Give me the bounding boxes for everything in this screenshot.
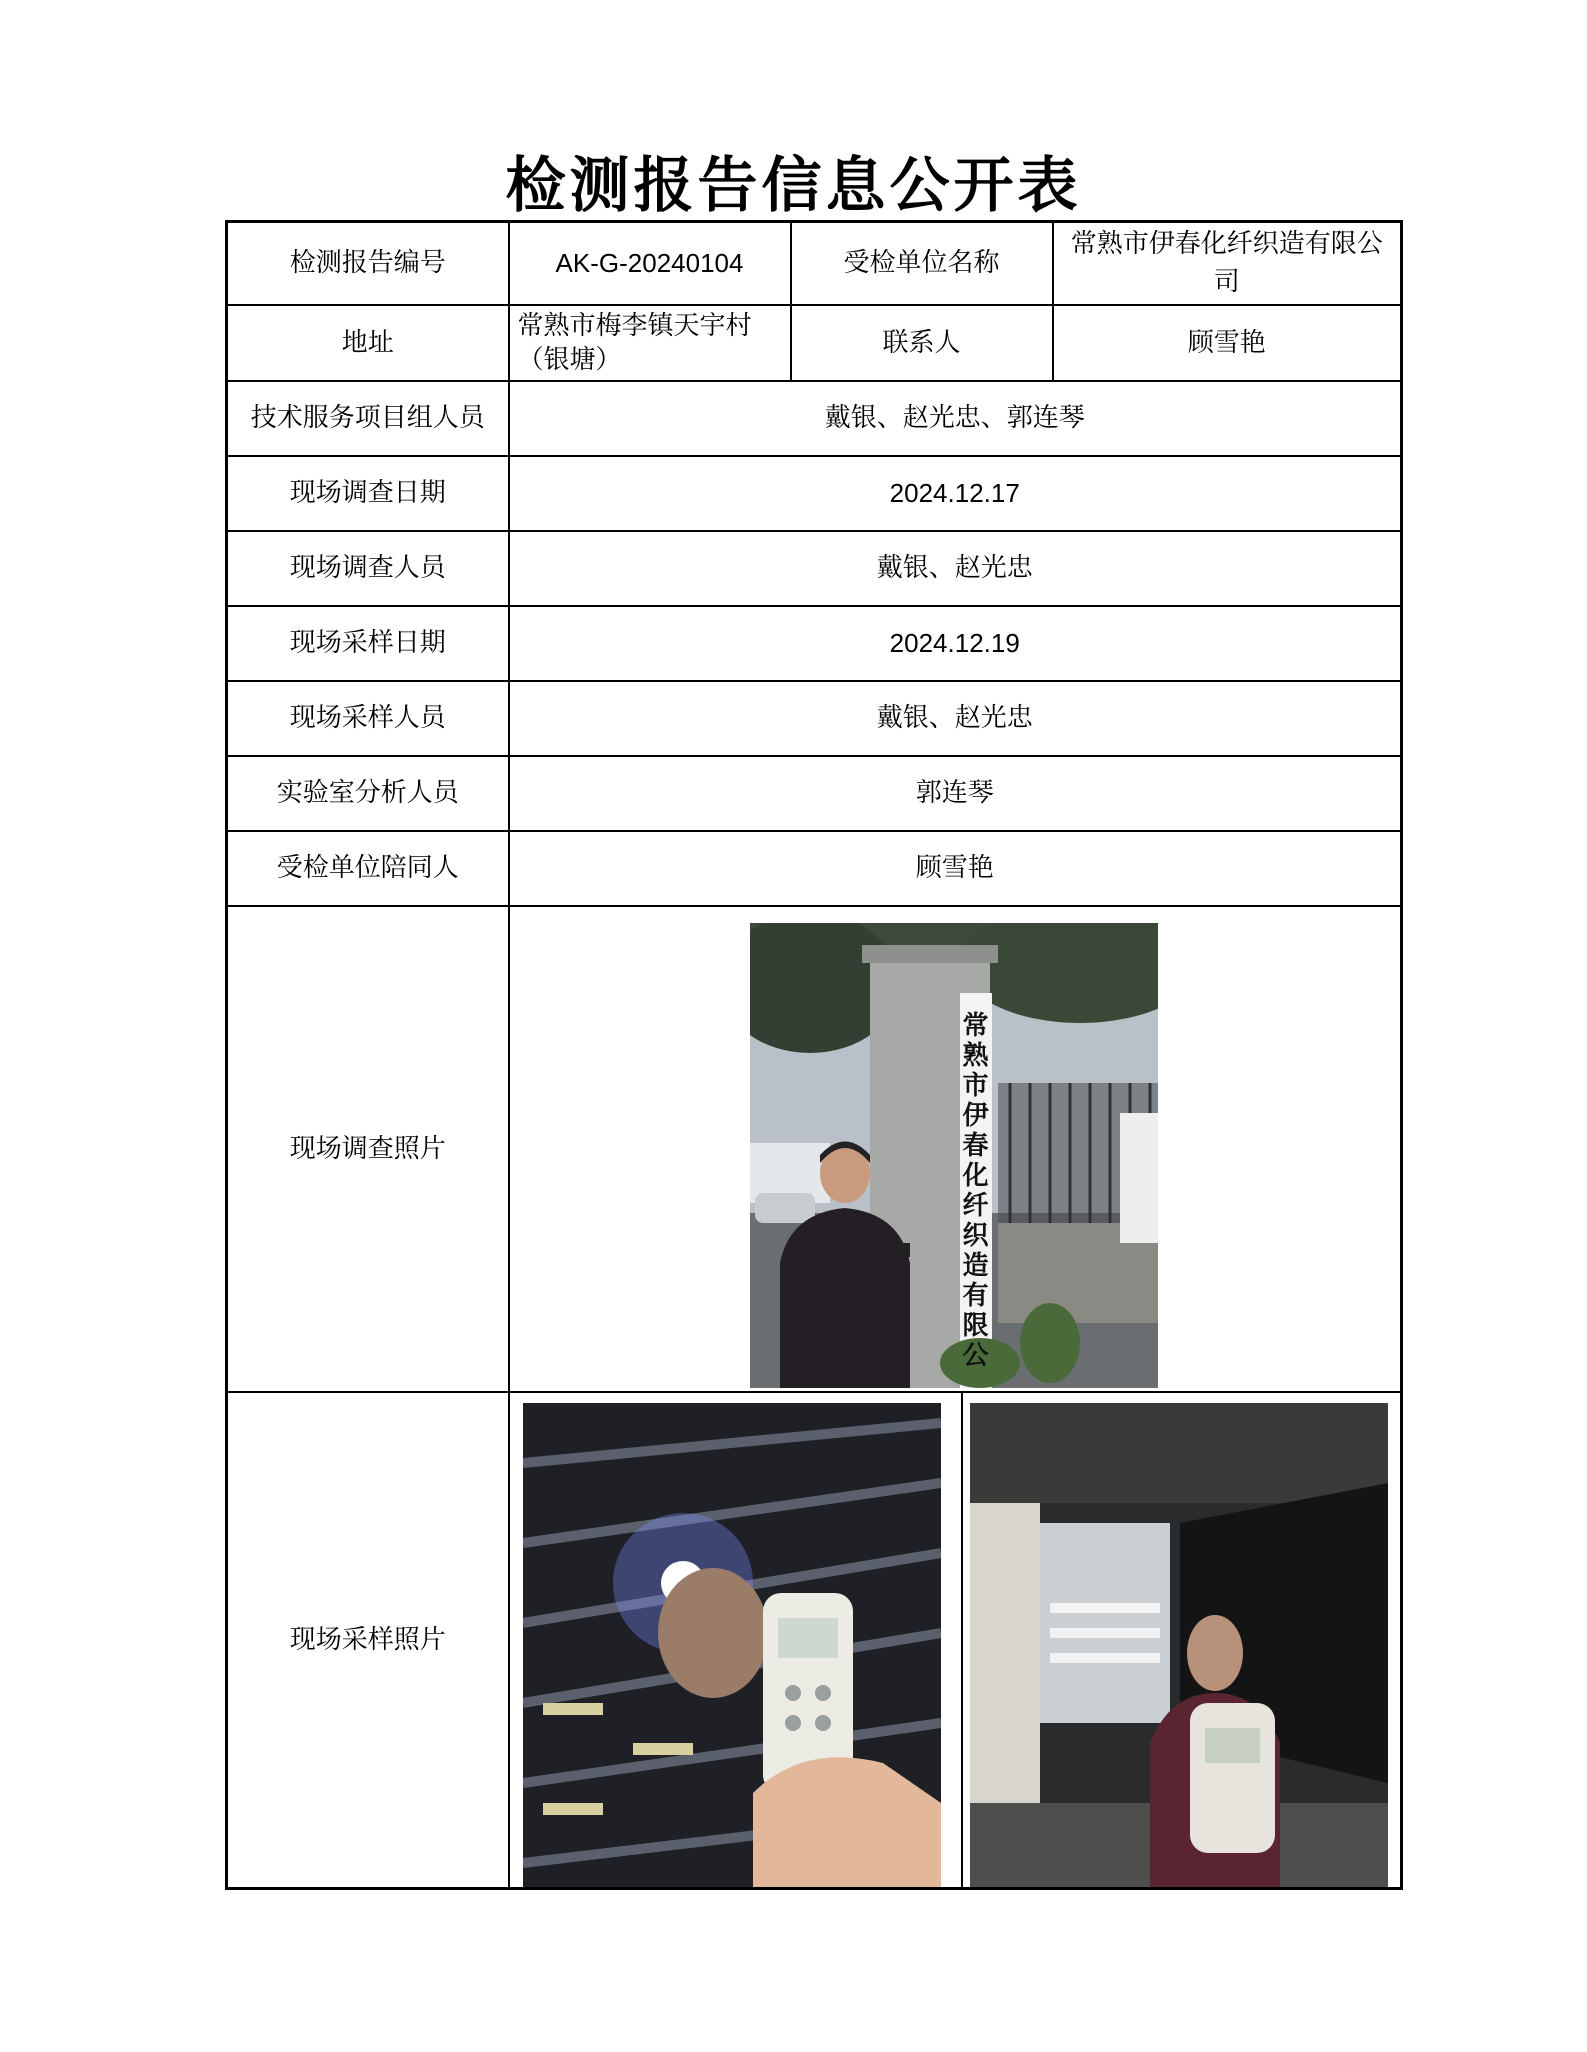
table-row [227, 222, 1402, 305]
gate-sign-text: 常熟市伊春化纤织造有限公 [962, 1010, 989, 1371]
sampling-photo-area [510, 1393, 1401, 1887]
table-row [227, 906, 1402, 1392]
sampling-photo-cell [509, 1392, 1402, 1889]
report-no-value: AK-G-20240104 [509, 222, 791, 305]
address-value [509, 305, 791, 381]
row-value: 顾雪艳 [509, 831, 1402, 906]
row-label: 现场采样人员 [227, 681, 509, 756]
row-value: 2024.12.17 [509, 456, 1402, 531]
page-title: 检测报告信息公开表 [505, 151, 1082, 221]
table-row [227, 456, 1402, 531]
row-value: 2024.12.19 [509, 606, 1402, 681]
contact-value: 顾雪艳 [1053, 305, 1402, 381]
unit-name-label: 受检单位名称 [791, 222, 1053, 305]
photo-divider [961, 1393, 963, 1887]
survey-photo-gate [750, 923, 1158, 1388]
row-value: 戴银、赵光忠 [509, 531, 1402, 606]
address-text: 常熟市梅李镇天宇村（银塘） [517, 310, 752, 375]
gate-photo-image [750, 923, 1158, 1388]
sampling-photo-workshop [970, 1403, 1388, 1887]
survey-photo-area [510, 907, 1401, 1391]
table-row [227, 606, 1402, 681]
row-value: 戴银、赵光忠、郭连琴 [509, 381, 1402, 456]
row-label: 现场调查日期 [227, 456, 509, 531]
table-row [227, 531, 1402, 606]
row-label: 现场采样日期 [227, 606, 509, 681]
sampling-photo-label: 现场采样照片 [227, 1392, 509, 1889]
contact-label: 联系人 [791, 305, 1053, 381]
table-row [227, 831, 1402, 906]
survey-photo-label: 现场调查照片 [227, 906, 509, 1392]
row-label: 技术服务项目组人员 [227, 381, 509, 456]
address-label: 地址 [227, 305, 509, 381]
row-value: 郭连琴 [509, 756, 1402, 831]
row-label: 实验室分析人员 [227, 756, 509, 831]
workshop-photo-image [970, 1403, 1388, 1887]
row-value: 戴银、赵光忠 [509, 681, 1402, 756]
table-row [227, 381, 1402, 456]
machine-photo-image [523, 1403, 941, 1887]
report-info-table [225, 220, 1403, 1890]
table-row [227, 756, 1402, 831]
row-label: 受检单位陪同人 [227, 831, 509, 906]
unit-name-text: 常熟市伊春化纤织造有限公司 [1070, 229, 1383, 298]
sampling-photo-machine [523, 1403, 941, 1887]
table-row [227, 305, 1402, 381]
table-row [227, 1392, 1402, 1889]
survey-photo-cell [509, 906, 1402, 1392]
report-no-label: 检测报告编号 [227, 222, 509, 305]
row-label: 现场调查人员 [227, 531, 509, 606]
unit-name-value [1053, 222, 1402, 305]
table-row [227, 681, 1402, 756]
